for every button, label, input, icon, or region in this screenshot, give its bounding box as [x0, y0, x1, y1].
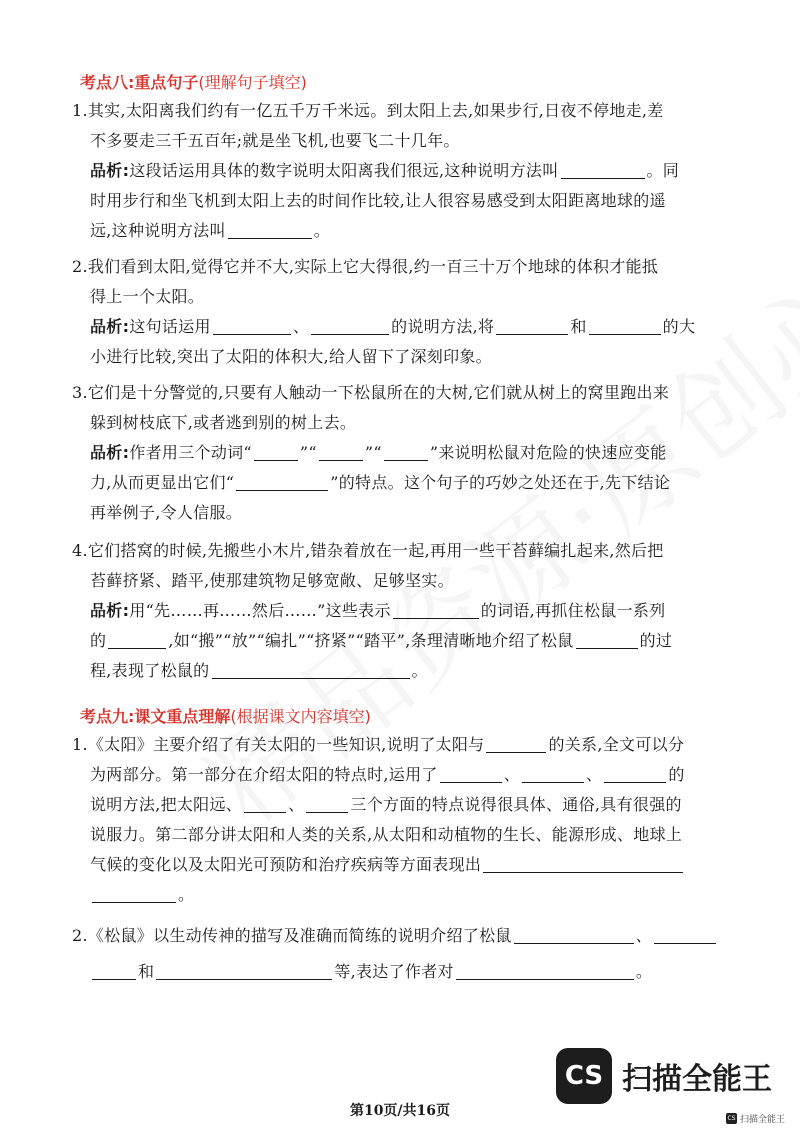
analysis-text: ”来说明松鼠对危险的快速应变能 — [429, 443, 667, 462]
scanner-logo — [556, 1048, 786, 1104]
question-text: 。 — [635, 962, 653, 981]
analysis-text: 。同 — [646, 161, 680, 180]
question-text: 说服力。第二部分讲太阳和人类的关系,从太阳和动植物的生长、能源形成、地球上 — [90, 825, 683, 844]
question-text: 苔藓挤紧、踏平,使那建筑物足够宽敞、足够坚实。 — [90, 571, 454, 590]
question-line — [72, 850, 732, 880]
analysis-line — [72, 156, 732, 186]
question-line — [72, 730, 732, 760]
answer-blank[interactable] — [108, 630, 166, 649]
question-text: 等,表达了作者对 — [334, 962, 454, 981]
analysis-label: 品析: — [90, 601, 130, 620]
answer-blank[interactable] — [311, 316, 389, 335]
answer-blank[interactable] — [440, 764, 502, 783]
analysis-line — [72, 312, 732, 342]
analysis-label: 品析: — [90, 161, 130, 180]
answer-blank[interactable] — [604, 764, 666, 783]
question-text: 的关系,全文可以分 — [548, 735, 685, 754]
question-text: 得上一个太阳。 — [90, 287, 205, 306]
analysis-text: 的 — [90, 631, 107, 650]
question-text: 、 — [503, 765, 520, 784]
question-text: 4.它们搭窝的时候,先搬些小木片,错杂着放在一起,再用一些干苔藓编扎起来,然后把 — [72, 541, 664, 560]
s9-question-1 — [72, 730, 732, 910]
analysis-text: 的说明方法,将 — [391, 317, 495, 336]
analysis-text: 和 — [570, 317, 587, 336]
analysis-text: 。 — [313, 221, 331, 240]
answer-blank[interactable] — [393, 600, 479, 619]
answer-blank[interactable] — [236, 472, 328, 491]
s8-question-1 — [72, 96, 732, 246]
analysis-text: ”“ — [299, 443, 317, 462]
cs-mini-icon: CS — [727, 1115, 736, 1122]
question-text: 、 — [635, 926, 652, 945]
question-text: 3.它们是十分警觉的,只要有人触动一下松鼠所在的大树,它们就从树上的窝里跑出来 — [72, 383, 670, 402]
analysis-line — [72, 596, 732, 626]
question-text: 说明方法,把太阳远、 — [90, 795, 243, 814]
question-line — [72, 954, 732, 990]
question-text: 躲到树枝底下,或者逃到别的树上去。 — [90, 413, 357, 432]
answer-blank[interactable] — [213, 316, 291, 335]
answer-blank[interactable] — [456, 961, 634, 980]
analysis-text: 的大 — [662, 317, 696, 336]
analysis-text: ”“ — [364, 443, 382, 462]
s9-question-2 — [72, 918, 732, 990]
scanner-mini-name: 扫描全能王 — [740, 1115, 786, 1125]
answer-blank[interactable] — [486, 734, 546, 753]
answer-blank[interactable] — [522, 764, 584, 783]
s8-question-3 — [72, 378, 732, 528]
scanner-mini-logo — [726, 1112, 785, 1125]
answer-blank[interactable] — [244, 794, 286, 813]
analysis-text: 程,表现了松鼠的 — [90, 661, 210, 680]
cs-logo-icon: CS — [556, 1048, 612, 1104]
scanner-app-name: 扫描全能王 — [622, 1062, 772, 1097]
section-9-subtitle: (根据课文内容填空) — [230, 707, 371, 726]
answer-blank[interactable] — [589, 316, 661, 335]
question-text: 1.其实,太阳离我们约有一亿五千万千米远。到太阳上去,如果步行,日夜不停地走,差 — [72, 101, 664, 120]
s8-question-2 — [72, 252, 732, 372]
s8-question-4 — [72, 536, 732, 686]
question-line — [72, 790, 732, 820]
question-text: 不多要走三千五百年;就是坐飞机,也要飞二十几年。 — [90, 131, 460, 150]
analysis-line — [72, 216, 732, 246]
answer-blank[interactable] — [306, 794, 348, 813]
answer-blank[interactable] — [561, 160, 645, 179]
answer-blank[interactable] — [384, 442, 428, 461]
section-8-title: 考点八:重点句子 — [80, 73, 199, 92]
answer-blank[interactable] — [483, 854, 683, 873]
question-text: 、 — [586, 765, 603, 784]
answer-blank[interactable] — [576, 630, 638, 649]
analysis-text: 作者用三个动词“ — [129, 443, 252, 462]
analysis-text: 小进行比较,突出了太阳的体积大,给人留下了深刻印象。 — [90, 347, 492, 366]
question-text: 和 — [138, 962, 155, 981]
analysis-line — [72, 626, 732, 656]
analysis-label: 品析: — [90, 443, 130, 462]
analysis-label: 品析: — [90, 317, 130, 336]
question-text: 、 — [288, 795, 305, 814]
answer-blank[interactable] — [496, 316, 568, 335]
answer-blank[interactable] — [654, 925, 716, 944]
section-8-subtitle: (理解句子填空) — [198, 73, 307, 92]
question-line — [72, 760, 732, 790]
question-text: 气候的变化以及太阳光可预防和治疗疾病等方面表现出 — [90, 855, 482, 874]
answer-blank[interactable] — [319, 442, 363, 461]
analysis-text: ”的特点。这个句子的巧妙之处还在于,先下结论 — [330, 473, 671, 492]
analysis-text: 这段话运用具体的数字说明太阳离我们很远,这种说明方法叫 — [129, 161, 559, 180]
analysis-text: 的过 — [639, 631, 673, 650]
answer-blank[interactable] — [92, 884, 176, 903]
analysis-line — [72, 438, 732, 468]
question-text: 2.《松鼠》以生动传神的描写及准确而简练的说明介绍了松鼠 — [72, 926, 512, 945]
section-9-title: 考点九:课文重点理解 — [80, 707, 231, 726]
analysis-text: 力,从而更显出它们“ — [90, 473, 235, 492]
answer-blank[interactable] — [92, 961, 136, 980]
answer-blank[interactable] — [514, 925, 634, 944]
question-text: 为两部分。第一部分在介绍太阳的特点时,运用了 — [90, 765, 438, 784]
analysis-text: 。 — [411, 661, 428, 680]
question-line — [72, 918, 732, 954]
question-text: 。 — [178, 885, 195, 904]
analysis-text: 这句话运用 — [129, 317, 211, 336]
analysis-line — [72, 656, 732, 686]
question-text: 的 — [668, 765, 685, 784]
analysis-text: 的词语,再抓住松鼠一系列 — [480, 601, 666, 620]
section-8-heading — [80, 70, 307, 93]
answer-blank[interactable] — [228, 220, 312, 239]
analysis-text: ,如“搬”“放”“编扎”“挤紧”“踏平”,条理清晰地介绍了松鼠 — [168, 631, 574, 650]
analysis-text: 用“先……再……然后……”这些表示 — [129, 601, 391, 620]
answer-blank[interactable] — [212, 660, 410, 679]
answer-blank[interactable] — [156, 961, 332, 980]
answer-blank[interactable] — [254, 442, 298, 461]
analysis-text: 再举例子,令人信服。 — [90, 503, 243, 522]
question-text: 2.我们看到太阳,觉得它并不大,实际上它大得很,约一百三十万个地球的体积才能抵 — [72, 257, 659, 276]
question-text: 1.《太阳》主要介绍了有关太阳的一些知识,说明了太阳与 — [72, 735, 485, 754]
section-9-heading — [80, 704, 371, 727]
analysis-text: 远,这种说明方法叫 — [90, 221, 226, 240]
analysis-text: 时用步行和坐飞机到太阳上去的时间作比较,让人很容易感受到太阳距离地球的遥 — [90, 191, 666, 210]
analysis-line — [72, 468, 732, 498]
page-number: 第10页/共16页 — [349, 1103, 451, 1119]
question-text: 三个方面的特点说得很具体、通俗,具有很强的 — [350, 795, 682, 814]
analysis-text: 、 — [292, 317, 310, 336]
question-line — [72, 880, 732, 910]
